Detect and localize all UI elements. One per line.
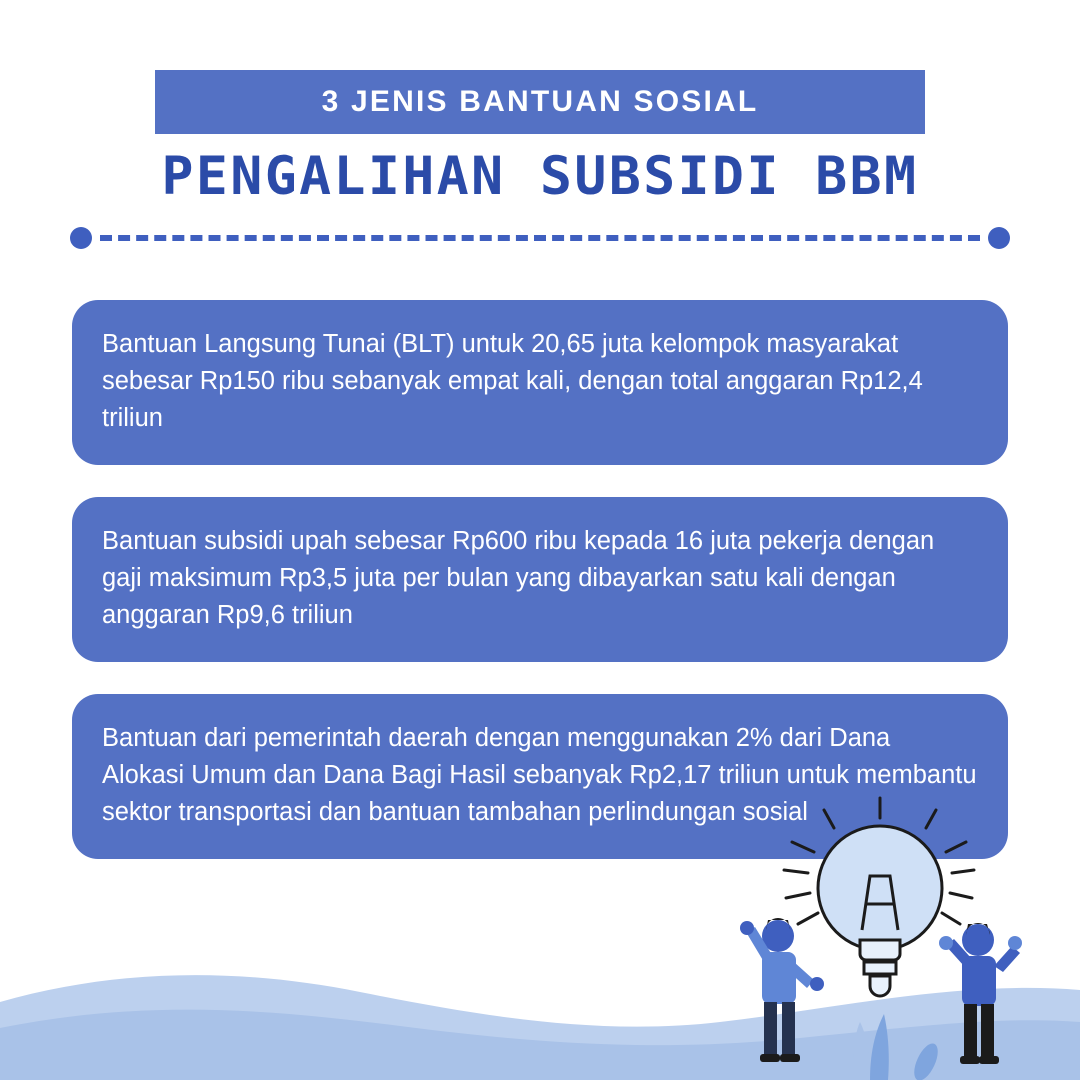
divider-dot-right — [988, 227, 1010, 249]
divider-dashes — [100, 235, 980, 241]
illustration-group — [720, 780, 1040, 1080]
card-list — [72, 300, 1008, 859]
list-item — [72, 300, 1008, 465]
eyebrow-text: 3 JENIS BANTUAN SOSIAL — [321, 85, 759, 118]
plant-leaves-icon — [854, 1014, 943, 1080]
list-item — [72, 497, 1008, 662]
page-title: PENGALIHAN SUBSIDI BBM — [161, 146, 919, 207]
dashed-divider — [70, 222, 1010, 254]
divider-dot-left — [70, 227, 92, 249]
card-text: Bantuan dari pemerintah daerah dengan menggunakan 2% dari Dana Alokasi Umum dan Dana Bagi Hasil sebanyak Rp2,17 triliun untuk membantu sektor transportasi dan bantuan tambahan perlindungan sosial — [102, 723, 977, 826]
person-raising-hand-icon — [740, 918, 824, 1062]
lightbulb-icon — [818, 826, 942, 996]
card-text: Bantuan Langsung Tunai (BLT) untuk 20,65 juta kelompok masyarakat sebesar Rp150 ribu sebanyak empat kali, dengan total anggaran Rp12,4 triliun — [102, 330, 923, 432]
card-text: Bantuan subsidi upah sebesar Rp600 ribu kepada 16 juta pekerja dengan gaji maksimum Rp3,5 juta per bulan yang dibayarkan satu kali dengan anggaran Rp9,6 triliun — [102, 526, 935, 629]
eyebrow-band — [155, 70, 925, 134]
person-celebrating-icon — [939, 923, 1022, 1064]
